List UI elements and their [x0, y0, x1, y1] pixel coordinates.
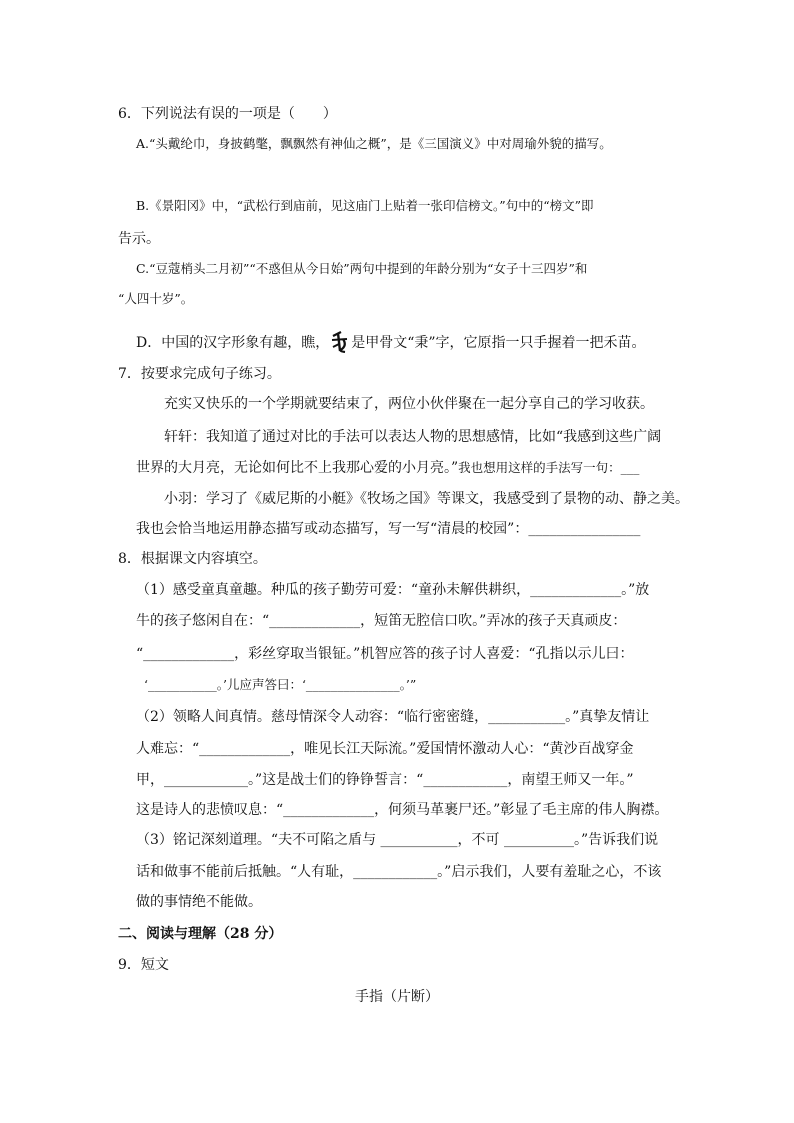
question-8-part3-line3: 做的事情绝不能做。	[136, 894, 262, 910]
option-d-text-before: D．中国的汉字形象有趣，瞧，	[136, 335, 330, 351]
question-6-option-a: A.“头戴纶巾，身披鹤氅，飘飘然有神仙之概”，是《三国演义》中对周瑜外貌的描写。	[136, 136, 612, 151]
passage-title: 手指（片断）	[355, 989, 439, 1005]
question-8-part2-line2: 人难忘：“_____________，唯见长江天际流。”爱国情怀激动人心：“黄沙百战穿金	[136, 741, 634, 757]
option-d-text-after: 是甲骨文“秉”字，它原指一只手握着一把禾苗。	[351, 335, 646, 351]
section-2-heading: 二、阅读与理解（28 分）	[118, 926, 283, 942]
xiaoyu-line1: 小羽：学习了《威尼斯的小艇》《牧场之国》等课文，我感受到了景物的动、静之美。	[164, 491, 689, 507]
question-8-part2-line1: （2）领略人间真情。慈母情深令人动容：“临行密密缝，___________。”真挚友情让	[136, 709, 650, 725]
question-8-part1-line3: “_____________，彩丝穿取当银钲。”机智应答的孩子讨人喜爱：“孔指以示儿曰：	[136, 646, 634, 662]
xuanxuan-line1: 轩轩：我知道了通过对比的手法可以表达人物的思想感情，比如“我感到这些广阔	[164, 429, 662, 445]
question-9-stem: 9．短文	[118, 957, 169, 973]
question-8-part3-line1: （3）铭记深刻道理。“夫不可陷之盾与 ___________，不可 __________。”告诉我们说	[136, 832, 659, 848]
question-8-part3-line2: 话和做事不能前后抵触。“人有耻，____________。”启示我们，人要有羞耻之心，不该	[136, 864, 662, 880]
xiaoyu-line2: 我也会恰当地运用静态描写或动态描写，写一写“清晨的校园”：________________	[136, 521, 641, 537]
question-8-part2-line3: 甲，____________。”这是战士们的铮铮誓言：“____________，南望王师又一年。”	[136, 772, 634, 788]
question-6-stem: 6．下列说法有误的一项是（ ）	[118, 106, 337, 122]
question-7-stem: 7．按要求完成句子练习。	[118, 366, 281, 382]
question-6-option-d	[136, 331, 646, 353]
question-6-option-b-line1: B.《景阳冈》中，“武松行到庙前，见这庙门上贴着一张印信榜文。”句中的“榜文”即	[136, 198, 594, 213]
xuanxuan-quote: 世界的大月亮，无论如何比不上我那心爱的小月亮。”	[136, 460, 459, 476]
oracle-bone-bing-glyph-icon	[330, 331, 350, 353]
question-6-option-b-line2: 告示。	[118, 231, 160, 247]
xuanxuan-prompt: 我也想用这样的手法写一句：___	[458, 460, 640, 475]
question-6-option-c-line1: C.“豆蔻梢头二月初”“不惑但从今日始”两句中提到的年龄分别为“女子十三四岁”和	[136, 261, 588, 276]
question-8-part1-line1: （1）感受童真童趣。种瓜的孩子勤劳可爱：“童孙未解供耕织，_____________。”放	[136, 582, 650, 598]
question-6-option-c-line2: “人四十岁”。	[118, 291, 194, 306]
xuanxuan-line2	[136, 458, 639, 478]
question-7-intro: 充实又快乐的一个学期就要结束了，两位小伙伴聚在一起分享自己的学习收获。	[164, 396, 654, 412]
question-8-part1-line4: ‘___________。’儿应声答曰：‘_______________。’”	[144, 677, 417, 692]
question-8-stem: 8．根据课文内容填空。	[118, 551, 267, 567]
question-8-part1-line2: 牛的孩子悠闲自在：“_____________，短笛无腔信口吹。”弄冰的孩子天真顽皮：	[136, 613, 627, 629]
question-8-part2-line4: 这是诗人的悲愤叹息：“_____________，何须马革裹尸还。”彰显了毛主席的伟人胸襟。	[136, 802, 669, 818]
